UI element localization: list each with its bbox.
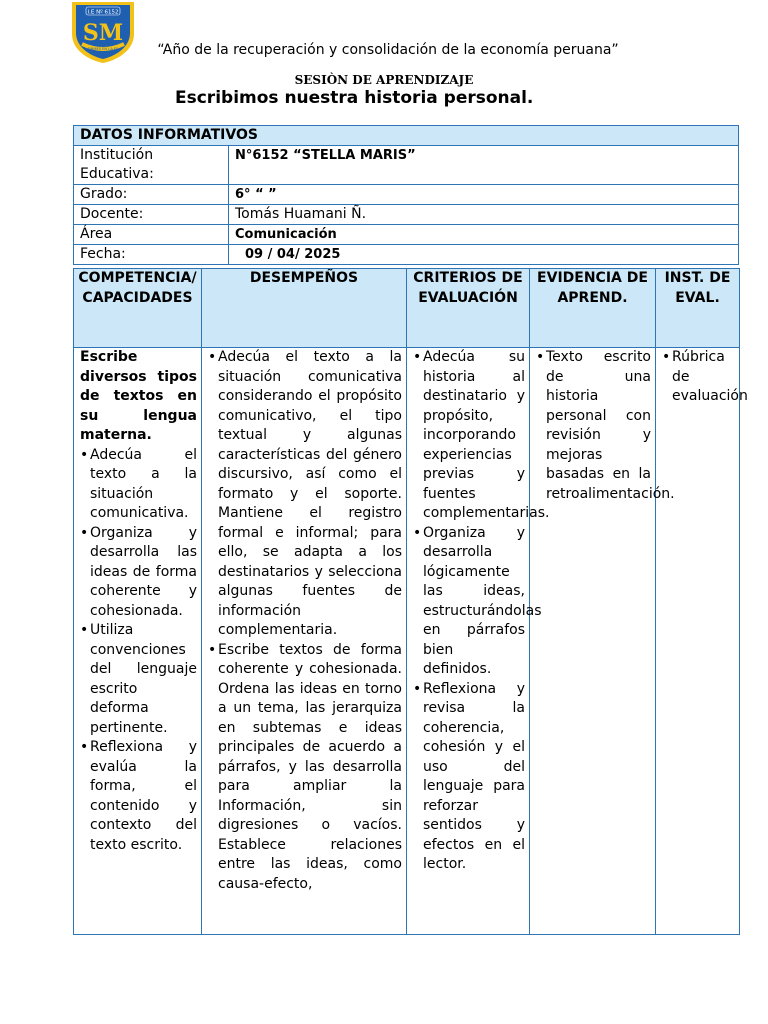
list-item: • Adecúa el texto a la situación comunicativa considerando el propósito comunicativo, el tipo textual y algunas características del género discursivo, así como el formato y el soporte. Mantiene el registro formal e informal; para ello, se adapta a los destinatarios y selecciona algunas fuentes de información complementaria. xyxy=(208,348,402,641)
header-instrumento: INST. DE EVAL. xyxy=(656,269,740,348)
list-item: • Adecúa el texto a la situación comunicativa. xyxy=(80,446,197,524)
info-table xyxy=(73,125,739,265)
year-motto: “Año de la recuperación y consolidación de la economía peruana” xyxy=(157,42,619,58)
info-label-institution: Institución Educativa: xyxy=(74,146,229,185)
evidencia-list xyxy=(536,348,675,504)
list-item: • Rúbrica de evaluación xyxy=(662,348,735,407)
svg-text:SM: SM xyxy=(82,20,124,46)
page-title: Escribimos nuestra historia personal. xyxy=(175,88,534,108)
info-value-grade: 6° “ ” xyxy=(229,185,739,205)
list-item: • Reflexiona y revisa la coherencia, cohesión y el uso del lenguaje para reforzar sentidos y efectos en el lector. xyxy=(413,680,525,875)
info-value-area: Comunicación xyxy=(229,225,739,245)
header-evidencia: EVIDENCIA DE APREND. xyxy=(530,269,656,348)
session-label: SESIÒN DE APRENDIZAJE xyxy=(294,73,474,87)
criterios-cell xyxy=(407,348,550,935)
list-item: • Utiliza convenciones del lenguaje escrito deforma pertinente. xyxy=(80,621,197,738)
list-item: • Reflexiona y evalúa la forma, el contenido y contexto del texto escrito. xyxy=(80,738,197,855)
session-table xyxy=(73,268,748,935)
header-criterios: CRITERIOS DE EVALUACIÓN xyxy=(407,269,530,348)
info-value-institution: N°6152 “STELLA MARIS” xyxy=(229,146,739,185)
criterios-list xyxy=(413,348,550,875)
info-heading: DATOS INFORMATIVOS xyxy=(74,126,739,146)
list-item: • Texto escrito de una historia personal con revisión y mejoras basadas en la retroalimentación. xyxy=(536,348,651,504)
capacidades-list xyxy=(80,446,197,856)
info-label-grade: Grado: xyxy=(74,185,229,205)
svg-text:FIRMES EN LA FE: FIRMES EN LA FE xyxy=(87,47,119,51)
info-label-date: Fecha: xyxy=(74,245,229,265)
instrumento-cell xyxy=(656,348,748,935)
evidencia-cell xyxy=(530,348,675,935)
competencia-title: Escribe diversos tipos de textos en su lengua materna. xyxy=(80,349,197,443)
list-item: • Organiza y desarrolla lógicamente las ideas, estructurándolas en párrafos bien definidos. xyxy=(413,524,525,680)
svg-text:I.E Nº 6152: I.E Nº 6152 xyxy=(87,9,119,16)
desempenos-cell xyxy=(202,348,407,935)
list-item: • Organiza y desarrolla las ideas de forma coherente y cohesionada. xyxy=(80,524,197,622)
header-competencia: COMPETENCIA/ CAPACIDADES xyxy=(74,269,202,348)
desempenos-list xyxy=(208,348,402,894)
instrumento-list xyxy=(662,348,748,407)
list-item: • Adecúa su historia al destinatario y propósito, incorporando experiencias previas y fuentes complementarias. xyxy=(413,348,525,524)
info-label-area: Área xyxy=(74,225,229,245)
info-value-date: 09 / 04/ 2025 xyxy=(229,245,739,265)
list-item: • Escribe textos de forma coherente y cohesionada. Ordena las ideas en torno a un tema, las jerarquiza en subtemas e ideas principales de acuerdo a párrafos, y las desarrolla para ampliar la Información, sin digresiones o vacíos. Establece relaciones entre las ideas, como causa-efecto, xyxy=(208,641,402,895)
header-desempenos: DESEMPEÑOS xyxy=(202,269,407,348)
competencia-cell xyxy=(74,348,202,935)
info-value-teacher: Tomás Huamani Ñ. xyxy=(229,205,739,225)
info-label-teacher: Docente: xyxy=(74,205,229,225)
